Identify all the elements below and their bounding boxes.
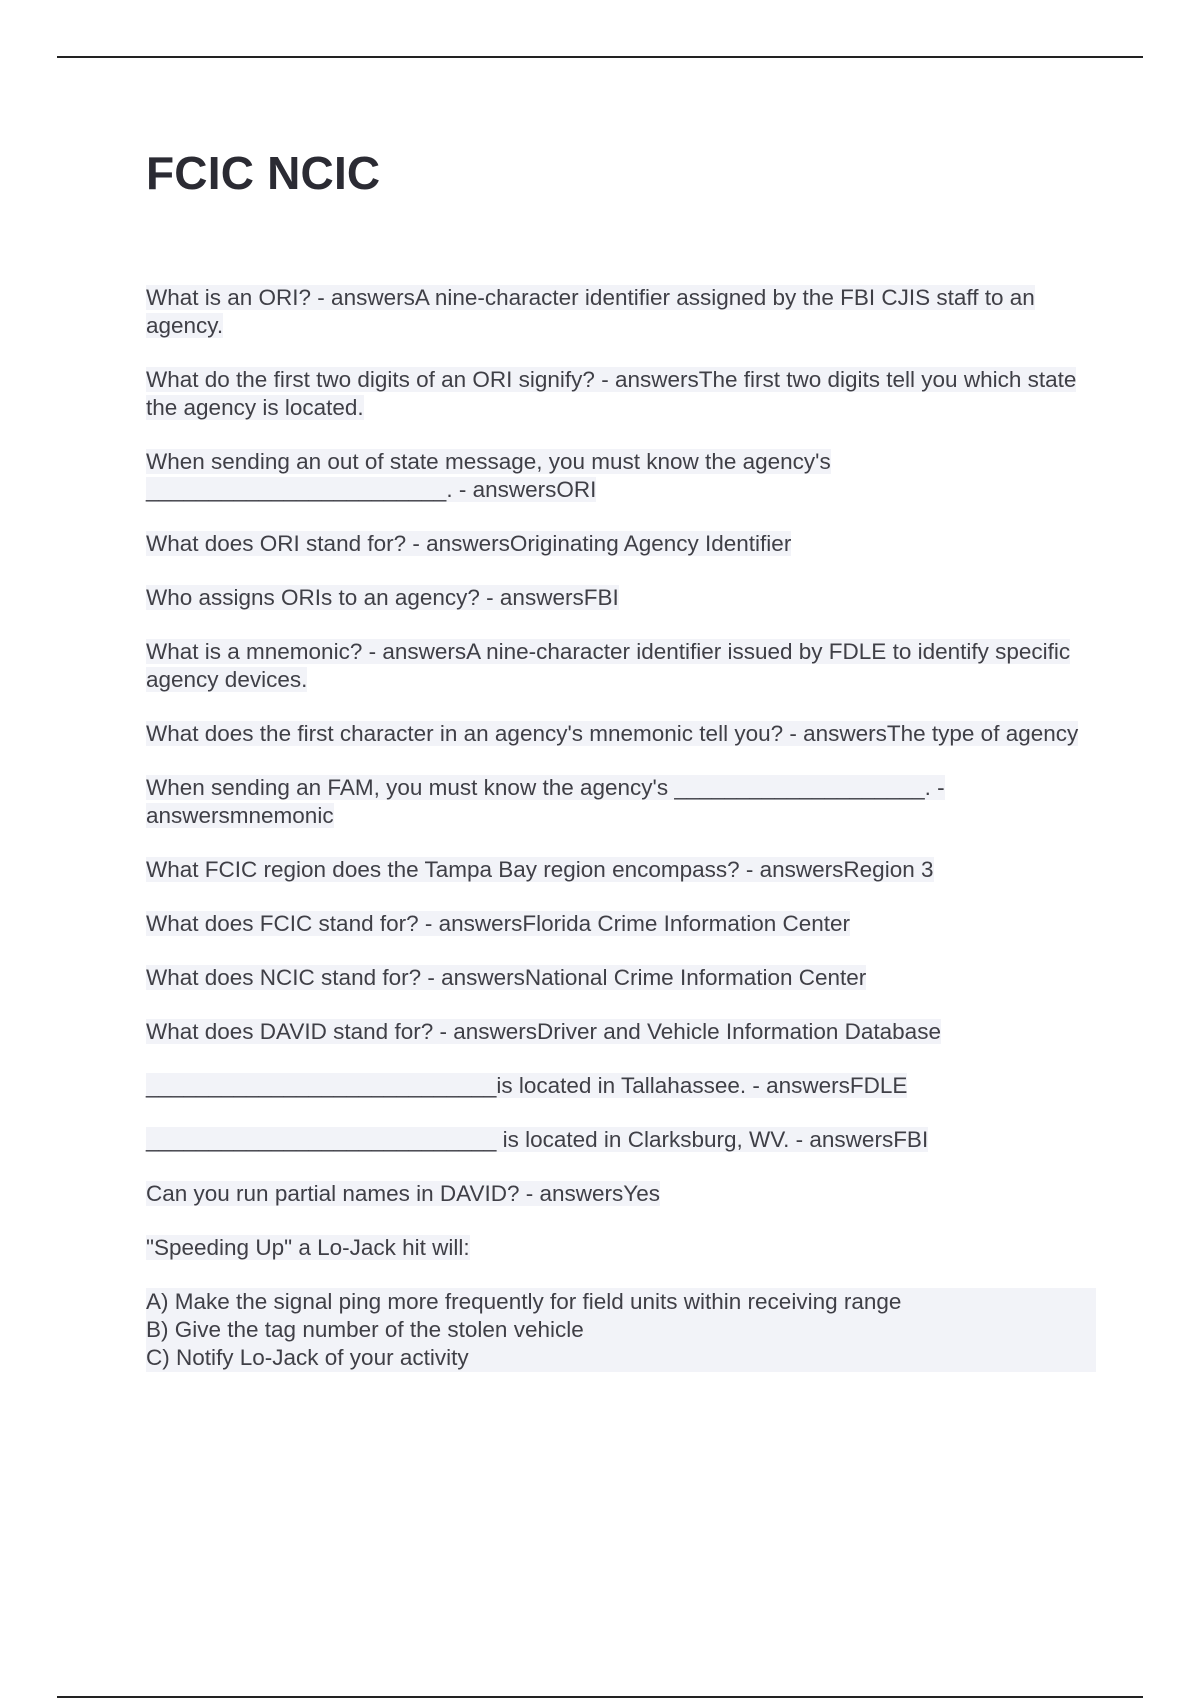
list-item (146, 964, 1096, 992)
list-item (146, 1018, 1096, 1046)
qa-text: When sending an FAM, you must know the agency's ____________________. - answersmnemonic (146, 775, 945, 828)
qa-text: Who assigns ORIs to an agency? - answersFBI (146, 585, 619, 610)
page-title: FCIC NCIC (146, 147, 381, 199)
answer-options (146, 1288, 1096, 1372)
list-item (146, 774, 1096, 830)
qa-text: What do the first two digits of an ORI signify? - answersThe first two digits tell you which state the agency is located. (146, 367, 1077, 420)
qa-text: Can you run partial names in DAVID? - answersYes (146, 1181, 660, 1206)
option-text: B) Give the tag number of the stolen vehicle (146, 1317, 584, 1342)
option-text: C) Notify Lo-Jack of your activity (146, 1345, 469, 1370)
qa-text: What is a mnemonic? - answersA nine-character identifier issued by FDLE to identify specific agency devices. (146, 639, 1071, 692)
list-item (146, 530, 1096, 558)
header-rule (57, 56, 1143, 58)
footer-rule (57, 1696, 1143, 1698)
qa-text: ____________________________is located in Tallahassee. - answersFDLE (146, 1073, 908, 1098)
qa-text: What does FCIC stand for? - answersFlorida Crime Information Center (146, 911, 851, 936)
list-item (146, 638, 1096, 694)
list-item (146, 366, 1096, 422)
qa-text: ____________________________ is located in Clarksburg, WV. - answersFBI (146, 1127, 929, 1152)
list-item (146, 1126, 1096, 1154)
list-item (146, 910, 1096, 938)
list-item (146, 1072, 1096, 1100)
question-lojack (146, 1234, 1096, 1262)
qa-text: "Speeding Up" a Lo-Jack hit will: (146, 1235, 470, 1260)
qa-list (146, 284, 1096, 1398)
option-text: A) Make the signal ping more frequently for field units within receiving range (146, 1289, 902, 1314)
qa-text: What FCIC region does the Tampa Bay region encompass? - answersRegion 3 (146, 857, 934, 882)
qa-text: What does the first character in an agency's mnemonic tell you? - answersThe type of agency (146, 721, 1079, 746)
option-b (146, 1316, 1096, 1344)
list-item (146, 720, 1096, 748)
list-item (146, 284, 1096, 340)
list-item (146, 1180, 1096, 1208)
option-c (146, 1344, 1096, 1372)
qa-text: What does DAVID stand for? - answersDriver and Vehicle Information Database (146, 1019, 941, 1044)
qa-text: What does NCIC stand for? - answersNational Crime Information Center (146, 965, 867, 990)
list-item (146, 856, 1096, 884)
qa-text: What is an ORI? - answersA nine-character identifier assigned by the FBI CJIS staff to an agency. (146, 285, 1035, 338)
qa-text: What does ORI stand for? - answersOriginating Agency Identifier (146, 531, 792, 556)
list-item (146, 448, 1096, 504)
option-a (146, 1288, 1096, 1316)
list-item (146, 584, 1096, 612)
qa-text: When sending an out of state message, you must know the agency's ________________________. - answersORI (146, 449, 831, 502)
